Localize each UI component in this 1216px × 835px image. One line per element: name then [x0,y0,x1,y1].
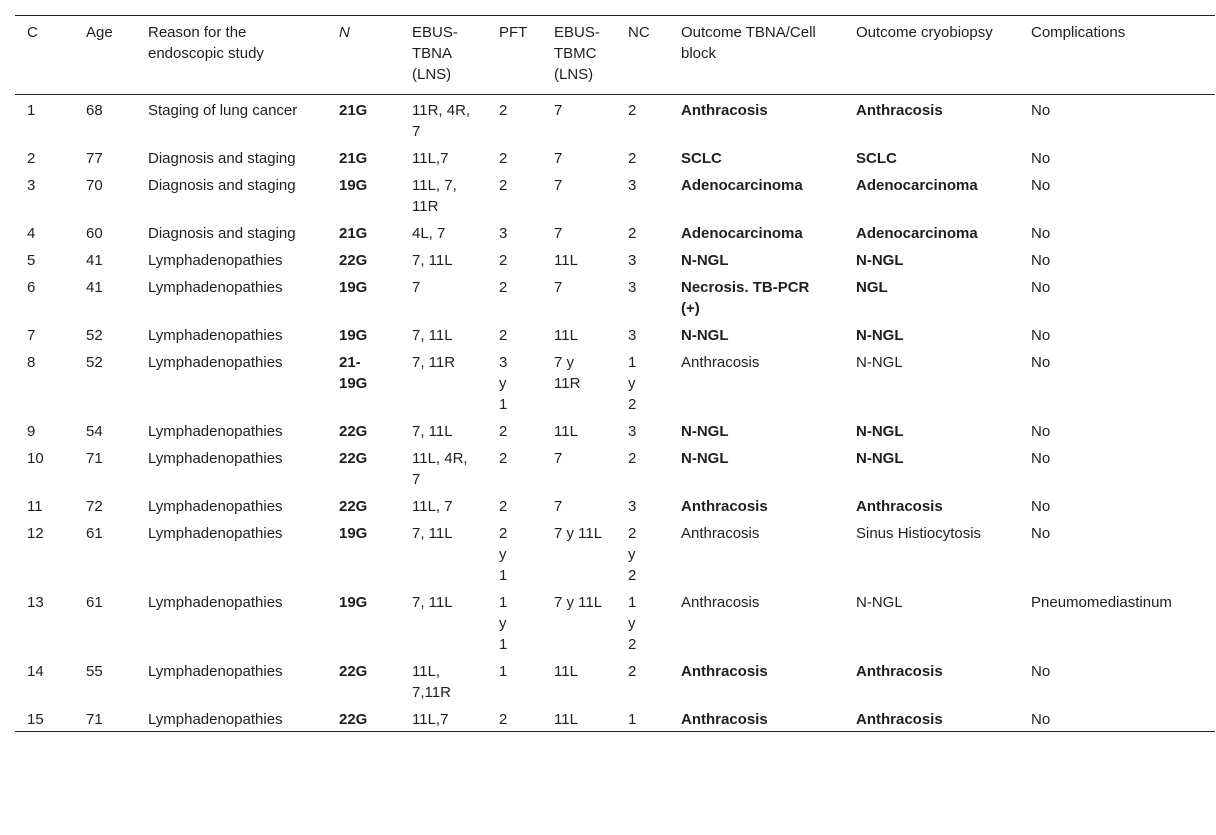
cell-pft: 2 [499,279,508,296]
cell-reason: Lymphadenopathies [148,327,283,344]
cell-case: 11 [27,498,43,515]
cell-pft: 2 [499,102,508,119]
cell-age: 52 [86,354,103,371]
cell-needle: 21G [339,225,368,242]
cell-ebus-tbmc: 11L [554,252,578,269]
cell-complications: No [1031,102,1051,119]
cell-outcome-tbna: Anthracosis [681,102,768,119]
cell-nc-line: 1 [628,594,637,611]
header-c: C [27,24,38,41]
cell-complications: No [1031,225,1051,242]
cell-nc-line: 2 [628,396,637,413]
cell-outcome-tbna: Necrosis. TB-PCR (+) [681,279,810,317]
table-row [15,143,1215,170]
cell-needle: 22G [339,252,368,269]
table-row [15,245,1215,272]
cell-outcome-cryobiopsy: N-NGL [856,423,904,440]
cell-outcome-tbna: N-NGL [681,423,729,440]
cell-nc: 3 [628,498,637,515]
cell-needle: 21G [339,102,368,119]
cell-outcome-tbna: N-NGL [681,450,729,467]
cell-outcome-cryobiopsy: Sinus Histiocytosis [856,525,982,542]
cell-outcome-cryobiopsy: Anthracosis [856,102,943,119]
cell-nc: 2 [628,102,637,119]
cell-nc: 2 [628,225,637,242]
cell-ebus-tbna: 7, 11L [412,594,453,611]
cell-nc [616,518,669,587]
cell-nc: 2 [628,450,637,467]
cell-outcome-cryobiopsy: Adenocarcinoma [856,225,978,242]
cell-reason: Lymphadenopathies [148,711,283,728]
cell-ebus-tbna: 11L,7 [412,150,449,167]
cell-case: 5 [27,252,36,269]
cell-ebus-tbna: 7 [412,279,421,296]
cell-outcome-tbna: Anthracosis [681,354,760,371]
table-row [15,170,1215,218]
cell-age: 77 [86,150,103,167]
cell-outcome-cryobiopsy: NGL [856,279,888,296]
cell-pft [487,347,542,416]
cell-complications: No [1031,423,1051,440]
cell-pft-line: 1 [499,594,508,611]
cell-outcome-cryobiopsy: Anthracosis [856,498,943,515]
header-outcome-cryobiopsy: Outcome cryobiopsy [856,24,993,41]
table-row [15,704,1215,732]
header-row [15,16,1215,95]
cell-reason: Staging of lung cancer [148,102,298,119]
cell-ebus-tbmc: 11L [554,711,578,728]
table-row [15,95,1215,144]
cell-complications: No [1031,327,1051,344]
cell-needle: 22G [339,498,368,515]
header-n: N [339,24,350,41]
cell-age: 71 [86,450,103,467]
cell-case: 2 [27,150,36,167]
cell-pft: 2 [499,450,508,467]
cell-ebus-tbna: 11L, 7,11R [412,663,451,701]
cell-age: 72 [86,498,103,515]
cell-outcome-tbna: N-NGL [681,327,729,344]
cell-reason: Diagnosis and staging [148,177,296,194]
cell-ebus-tbmc: 7 [554,177,563,194]
cell-case: 9 [27,423,36,440]
cell-nc-line: 2 [628,636,637,653]
cell-nc: 3 [628,423,637,440]
cell-ebus-tbmc: 7 [554,225,563,242]
cell-pft: 2 [499,423,508,440]
cell-reason: Diagnosis and staging [148,150,296,167]
header-pft: PFT [499,24,528,41]
cell-age: 60 [86,225,103,242]
cell-ebus-tbmc: 7 y 11L [554,525,603,542]
table-row [15,518,1215,587]
cell-ebus-tbmc: 7 [554,279,563,296]
cell-nc: 3 [628,327,637,344]
table-row [15,443,1215,491]
cell-needle: 19G [339,525,368,542]
cell-ebus-tbna: 11L,7 [412,711,449,728]
table-row [15,272,1215,320]
cell-ebus-tbmc: 7 [554,150,563,167]
cell-pft [487,518,542,587]
cell-nc: 2 [628,150,637,167]
cell-needle: 21-19G [339,354,368,392]
cell-pft: 2 [499,327,508,344]
cell-age: 54 [86,423,103,440]
cell-nc-line: y [628,615,636,632]
cell-reason: Lymphadenopathies [148,525,283,542]
cell-ebus-tbna: 11L, 4R, 7 [412,450,468,488]
cell-nc-line: 2 [628,525,637,542]
cell-outcome-cryobiopsy: N-NGL [856,327,904,344]
cell-reason: Lymphadenopathies [148,252,283,269]
cell-nc-line: 2 [628,567,637,584]
cell-ebus-tbmc: 11L [554,423,578,440]
cell-nc: 3 [628,279,637,296]
cell-pft: 2 [499,498,508,515]
cell-needle: 22G [339,711,368,728]
cell-outcome-tbna: Anthracosis [681,594,760,611]
cell-nc [616,347,669,416]
cell-ebus-tbna: 7, 11R [412,354,456,371]
cell-ebus-tbmc: 7 [554,450,563,467]
cell-outcome-tbna: Anthracosis [681,498,768,515]
cell-pft: 2 [499,177,508,194]
cell-case: 12 [27,525,44,542]
cell-outcome-tbna: Adenocarcinoma [681,225,803,242]
cell-ebus-tbna: 11L, 7, 11R [412,177,457,215]
cell-reason: Diagnosis and staging [148,225,296,242]
cell-complications: No [1031,279,1051,296]
cell-age: 70 [86,177,103,194]
cell-case: 1 [27,102,36,119]
header-reason: Reason for the endoscopic study [148,24,264,62]
header-complications: Complications [1031,24,1126,41]
cell-ebus-tbmc: 11L [554,663,578,680]
cell-age: 71 [86,711,103,728]
cell-pft-line: y [499,615,507,632]
header-ebus-tbmc: EBUS-TBMC (LNS) [554,24,600,83]
cell-case: 6 [27,279,36,296]
cell-case: 10 [27,450,44,467]
cell-complications: No [1031,450,1051,467]
table-row [15,587,1215,656]
cell-age: 41 [86,252,103,269]
table-row [15,320,1215,347]
cell-needle: 21G [339,150,368,167]
cell-needle: 19G [339,327,368,344]
cell-complications: No [1031,150,1051,167]
cell-ebus-tbna: 7, 11L [412,252,453,269]
header-outcome-tbna: Outcome TBNA/Cell block [681,24,816,62]
cell-outcome-tbna: Adenocarcinoma [681,177,803,194]
cell-pft: 2 [499,711,508,728]
header-nc: NC [628,24,650,41]
cell-pft-line: 2 [499,525,508,542]
cell-outcome-cryobiopsy: N-NGL [856,594,903,611]
cell-pft: 2 [499,150,508,167]
cell-nc: 2 [628,663,637,680]
header-ebus-tbna: EBUS-TBNA (LNS) [412,24,458,83]
cell-ebus-tbna: 4L, 7 [412,225,446,242]
cell-outcome-cryobiopsy: N-NGL [856,354,903,371]
cell-outcome-cryobiopsy: Anthracosis [856,711,943,728]
cell-pft-line: y [499,375,507,392]
cell-reason: Lymphadenopathies [148,498,283,515]
cell-outcome-tbna: SCLC [681,150,722,167]
cell-case: 8 [27,354,36,371]
header-age: Age [86,24,113,41]
cell-nc: 3 [628,252,637,269]
cell-outcome-cryobiopsy: SCLC [856,150,897,167]
cell-reason: Lymphadenopathies [148,594,283,611]
cell-reason: Lymphadenopathies [148,663,283,680]
cell-age: 61 [86,594,103,611]
cell-complications: Pneumomediastinum [1031,594,1172,611]
cell-complications: No [1031,354,1051,371]
cell-needle: 19G [339,177,368,194]
cell-complications: No [1031,177,1051,194]
cell-pft-line: 1 [499,567,508,584]
cell-case: 3 [27,177,36,194]
cell-age: 68 [86,102,103,119]
cell-complications: No [1031,663,1051,680]
cell-nc: 1 [628,711,637,728]
cell-nc-line: y [628,375,636,392]
cell-ebus-tbmc: 7 [554,498,563,515]
cell-reason: Lymphadenopathies [148,279,283,296]
cell-case: 7 [27,327,36,344]
cell-nc-line: 1 [628,354,637,371]
cell-nc [616,587,669,656]
cell-pft: 1 [499,663,508,680]
cell-ebus-tbmc: 11L [554,327,578,344]
cell-reason: Lymphadenopathies [148,354,283,371]
cell-age: 41 [86,279,103,296]
cell-outcome-tbna: Anthracosis [681,663,768,680]
cell-ebus-tbna: 11L, 7 [412,498,453,515]
cell-ebus-tbna: 7, 11L [412,327,453,344]
cell-outcome-cryobiopsy: Adenocarcinoma [856,177,978,194]
cell-case: 4 [27,225,36,242]
cell-ebus-tbna: 7, 11L [412,423,453,440]
cell-needle: 22G [339,450,368,467]
cell-pft-line: 1 [499,396,508,413]
cell-age: 52 [86,327,103,344]
cell-outcome-cryobiopsy: N-NGL [856,450,904,467]
cell-outcome-tbna: Anthracosis [681,711,768,728]
cell-ebus-tbna: 11R, 4R, 7 [412,102,471,140]
cell-pft [487,587,542,656]
cell-complications: No [1031,711,1051,728]
cell-outcome-tbna: Anthracosis [681,525,760,542]
cell-pft-line: 1 [499,636,508,653]
table-row [15,347,1215,416]
cell-ebus-tbmc: 7 y 11R [554,354,581,392]
cell-needle: 22G [339,663,368,680]
cell-case: 15 [27,711,44,728]
cell-reason: Lymphadenopathies [148,423,283,440]
table-row [15,218,1215,245]
cell-needle: 19G [339,594,368,611]
cell-pft-line: y [499,546,507,563]
cell-ebus-tbna: 7, 11L [412,525,453,542]
cell-outcome-cryobiopsy: Anthracosis [856,663,943,680]
cell-complications: No [1031,252,1051,269]
cell-nc: 3 [628,177,637,194]
cell-complications: No [1031,525,1051,542]
cell-age: 61 [86,525,103,542]
cell-pft-line: 3 [499,354,508,371]
table-row [15,491,1215,518]
table-row [15,416,1215,443]
table-row [15,656,1215,704]
cell-outcome-tbna: N-NGL [681,252,729,269]
cell-age: 55 [86,663,103,680]
cell-nc-line: y [628,546,636,563]
cell-pft: 2 [499,252,508,269]
cell-complications: No [1031,498,1051,515]
cell-ebus-tbmc: 7 [554,102,563,119]
cell-pft: 3 [499,225,508,242]
cell-outcome-cryobiopsy: N-NGL [856,252,904,269]
cell-ebus-tbmc: 7 y 11L [554,594,603,611]
cell-needle: 22G [339,423,368,440]
cell-case: 14 [27,663,44,680]
cell-case: 13 [27,594,44,611]
cell-reason: Lymphadenopathies [148,450,283,467]
cell-needle: 19G [339,279,368,296]
table-body [15,95,1215,732]
results-table [15,15,1215,732]
